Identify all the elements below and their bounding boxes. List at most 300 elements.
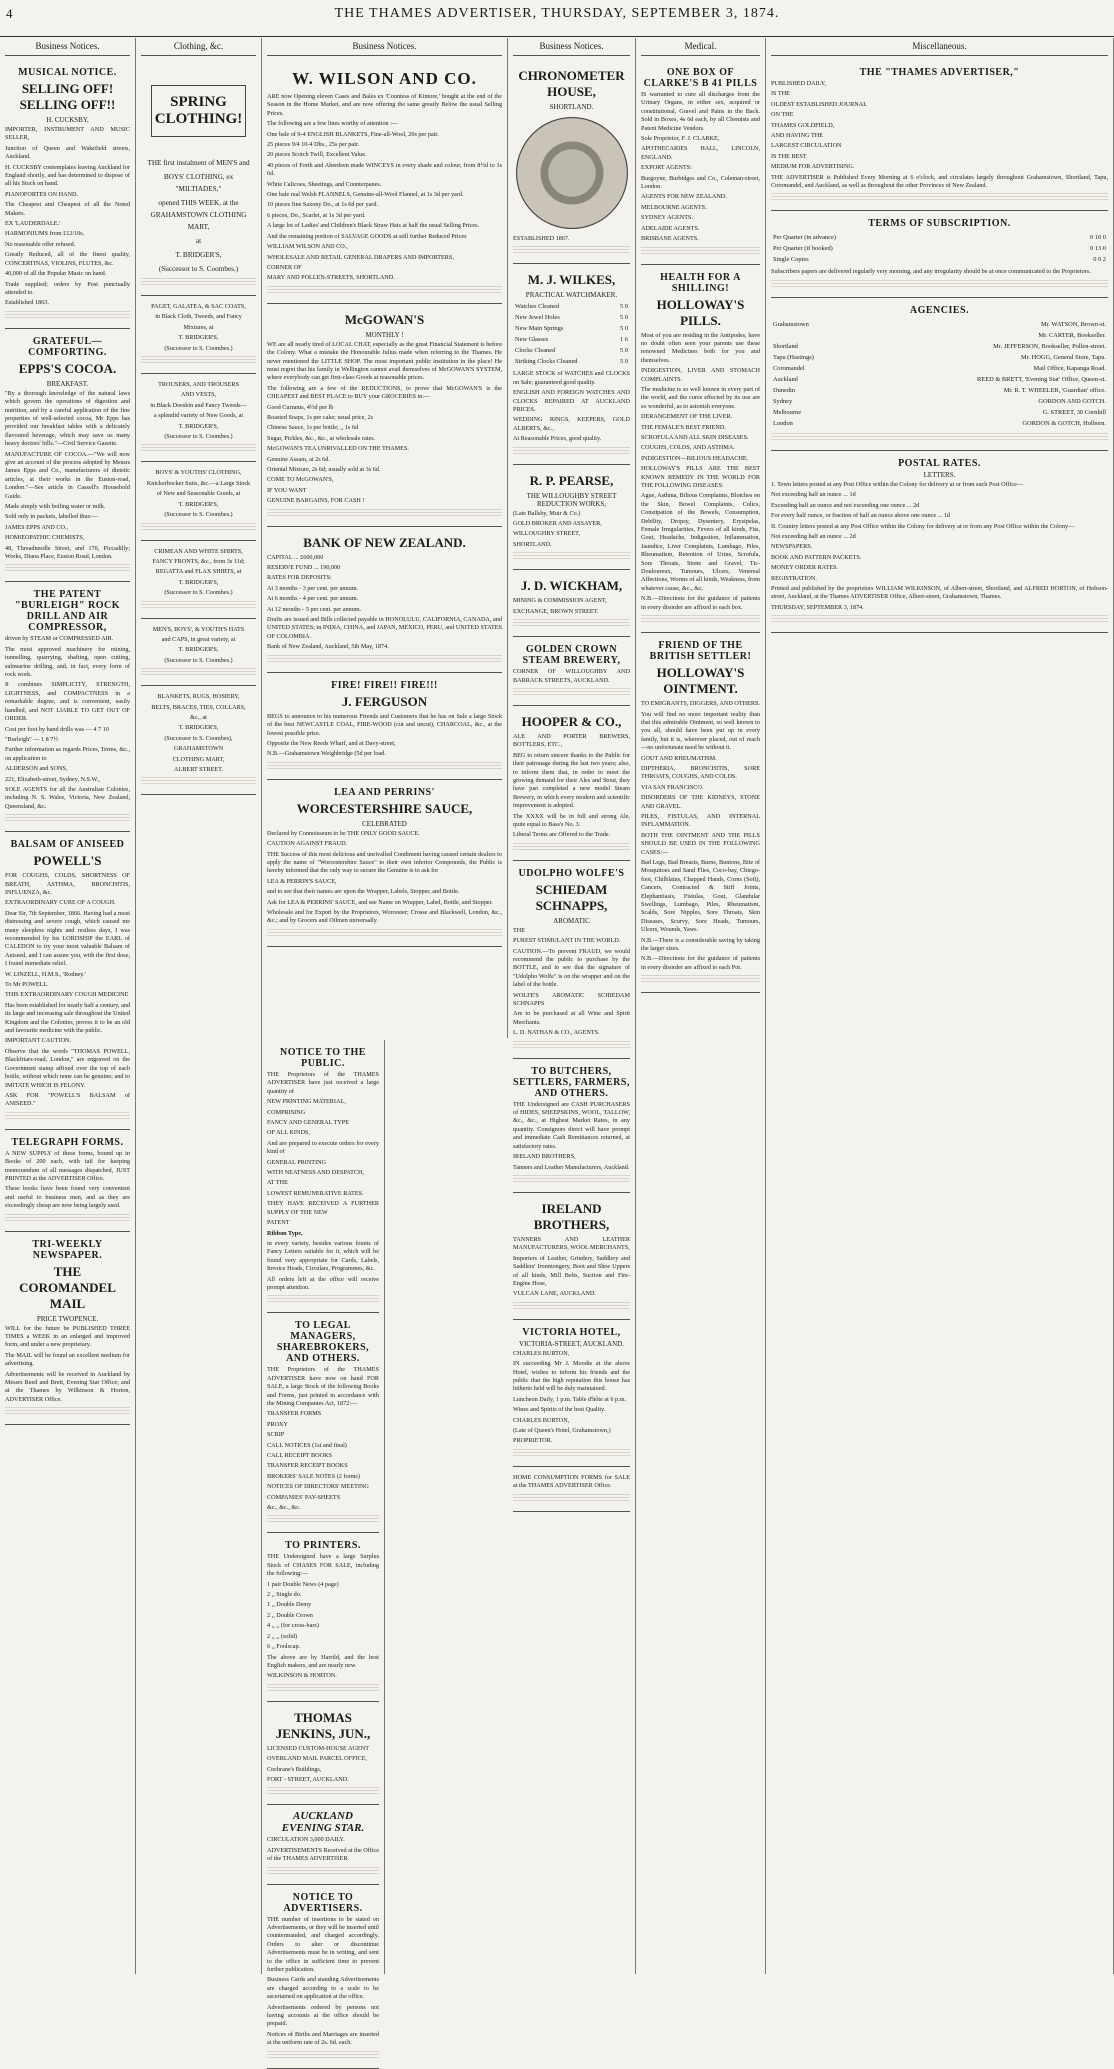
- advertisement: [513, 570, 630, 637]
- ad-text-line: 20 pieces Scotch Twill, Excellent Value.: [267, 151, 367, 159]
- ad-heading: HEALTH FOR A SHILLING!: [660, 271, 741, 294]
- ad-text-line: EX 'LAUDERDALE.': [5, 220, 61, 228]
- body-text-filler: [513, 1449, 630, 1457]
- advertisement: [267, 527, 502, 673]
- ad-text-line: SOLE AGENTS for all the Australian Colonies, including N. S. Wales, Victoria, New Zealand, Queensland, &c.: [5, 785, 130, 810]
- ad-headline: HOLLOWAY'S OINTMENT.: [656, 665, 745, 697]
- advertisement: [267, 60, 502, 304]
- ad-text-line: PUBLISHED DAILY,: [771, 80, 826, 87]
- ad-text-line: The Cheapest and Cheapest of all the Noted Makers.: [5, 201, 130, 217]
- body-text-filler: [771, 433, 1108, 441]
- ad-text-line: Observe that the words "THOMAS POWELL, Blackfriars-road, London," are engraved on the Government stamp affixed over the top of each bottle, without which none can be genuine; and to IMITATE WHICH IS FELONY.: [5, 1047, 130, 1089]
- ad-text-line: FOR COUGHS, COLDS, SHORTNESS OF BREATH, ASTHMA, BRONCHITIS, INFLUENZA, &c.: [5, 872, 130, 896]
- ad-text-line: THE Proprietors of the THAMES ADVERTISER have now on hand FOR SALE, a large Stock of the following Books and Forms, just printed in accordance with the Mining Companies Act, 1872:—: [267, 1366, 379, 1407]
- ad-text-line: PUREST STIMULANT IN THE WORLD.: [513, 937, 621, 945]
- body-text-filler: [141, 444, 256, 452]
- ad-headline: THOMAS JENKINS, JUN.,: [275, 1709, 371, 1741]
- ad-text-line: ENGLISH AND FOREIGN WATCHES AND CLOCKS REPAIRED AT AUCKLAND PRICES.: [513, 389, 630, 414]
- ad-text-line: Wines and Spirits of the best Quality.: [513, 1406, 606, 1414]
- advertisement: [267, 304, 502, 527]
- ad-text-line: W. LINZELL, H.M.S., 'Rodney.': [5, 970, 86, 978]
- ad-text-line: BOTH THE OINTMENT AND THE PILLS SHOULD BE USED IN THE FOLLOWING CASES:—: [641, 831, 760, 856]
- ad-text-line: 2 ,, Single do.: [267, 1591, 302, 1599]
- ad-headline: McGOWAN'S: [344, 311, 425, 327]
- price-row: [773, 419, 1106, 428]
- ad-text-line: (Successor to S. Coombes.): [158, 265, 239, 273]
- ad-text-line: CORNER OF: [267, 263, 302, 271]
- ad-text-line: 2 ,, Double Crown: [267, 1611, 313, 1619]
- ad-text-line: GOUT AND RHEUMATISM.: [641, 754, 717, 762]
- price-label: New Glasses: [515, 336, 549, 344]
- ad-text-line: A NEW SUPPLY of these forms, bound up in Books of 200 each, with tail for keeping memorandum of all messages dispatched, JUST PRINTED at the ADVERTISER Office.: [5, 1149, 130, 1182]
- price-value: GORDON & GOTCH, Holborn.: [1022, 419, 1106, 427]
- ad-text-line: HOLLOWAY'S PILLS ARE THE BEST KNOWN REMEDY IN THE WORLD FOR THE FOLLOWING DISEASES:: [641, 465, 760, 489]
- ad-text-line: PATENT: [267, 1219, 290, 1227]
- ad-text-line: TO EMIGRANTS, DIGGERS, AND OTHERS.: [641, 700, 760, 708]
- ad-subheading: THE WILLOUGHBY STREET REDUCTION WORKS,: [526, 491, 617, 508]
- ad-text-line: ESTABLISHED 1867.: [513, 235, 570, 242]
- advertisement: [771, 60, 1108, 211]
- ad-text-line: (Successor to S. Coombes.): [164, 511, 233, 519]
- advertisement: [5, 582, 130, 832]
- advertisement: [267, 1040, 379, 1313]
- ad-text-line: THEY HAVE RECEIVED A FURTHER SUPPLY OF THE NEW: [267, 1200, 379, 1216]
- ad-headline: POWELL'S: [33, 853, 102, 869]
- ad-text-line: BOYS' & YOUTHS' CLOTHING,: [155, 469, 242, 477]
- ad-text-line: Trade supplied; orders by Post punctually attended to.: [5, 280, 130, 296]
- ad-text-line: To Mr POWELL.: [5, 981, 49, 989]
- ad-text-line: WILLOUGHBY STREET,: [513, 530, 581, 538]
- ad-text-line: and CAPS, in great variety, at: [161, 635, 236, 643]
- ad-text-line: LOWEST REMUNERATIVE RATES.: [267, 1189, 364, 1197]
- advertisement: [513, 1467, 630, 1512]
- price-label: Melbourne: [773, 408, 802, 416]
- ad-text-line: WE are all nearly tired of LOCAL CHAT, especially as the great Financial Statement is before the Colony. What a mistake the Honourable Julius made when referring to the Thames. He never mentioned the LITTLE SHOP. The most important public institution in the place! He must regret that his family in Wellington cannot avail themselves of McGOWAN'S SYSTEM, where everybody can get first-class Goods at reasonable prices.: [267, 340, 502, 382]
- ad-text-line: One bale of 9-4 ENGLISH BLANKETS, Fine-all-Wool, 20s per pair.: [267, 130, 439, 138]
- advertisement: [513, 637, 630, 706]
- ad-heading: AGENCIES.: [909, 304, 970, 316]
- ad-headline: J. FERGUSON: [341, 693, 428, 709]
- ad-text-line: Genuine Assam, at 2s 6d.: [267, 455, 330, 463]
- advertisement: [513, 60, 630, 264]
- ad-text-line: PIANOFORTES ON HAND.: [5, 190, 79, 198]
- ad-text-line: T. BRIDGER'S,: [178, 500, 219, 508]
- column-heading: Business Notices.: [267, 38, 502, 56]
- ad-text-line: Junction of Queen and Wakefield streets, Auckland.: [5, 144, 130, 161]
- ad-text-line: EXPORT AGENTS:: [641, 164, 692, 172]
- ad-text-line: 6 pieces, Do., Scarlet, at 1s 3d per yard.: [267, 211, 366, 219]
- ad-text-line: Business Cards and standing Advertisements are charged according to a scale to be ascertained on application at the office.: [267, 1976, 379, 2001]
- advertisement: [771, 451, 1108, 633]
- ad-headline: R. P. PEARSE,: [529, 472, 614, 488]
- ad-headline: WORCESTERSHIRE SAUCE,: [296, 800, 473, 816]
- ad-text-line: HOME CONSUMPTION FORMS for SALE at the THAMES ADVERTISER Office.: [513, 1473, 630, 1490]
- body-text-filler: [141, 278, 256, 286]
- body-text-filler: [141, 523, 256, 531]
- advertisement: [267, 1533, 379, 1701]
- ad-heading: TO PRINTERS.: [285, 1540, 361, 1552]
- price-value: 1 6: [620, 336, 628, 344]
- ad-text-line: McGOWAN'S TEA UNRIVALLED ON THE THAMES.: [267, 445, 409, 453]
- advertisement: [267, 673, 502, 780]
- ad-text-line: N.B.—Grahamstown Weighbridge (5d per load.: [267, 750, 386, 758]
- ad-text-line: THAMES GOLDFIELD,: [771, 121, 835, 129]
- ad-text-line: Printed and published by the proprietors WILLIAM WILKINSON, of Albert-street, Shortland, and ALFRED HORTON, of Hobson-street, Auckland, at the Thames ADVERTISER Office, Albert-street, Grahamstown, Thames.: [771, 584, 1108, 601]
- price-value: GORDON AND GOTCH.: [1038, 397, 1106, 405]
- ad-subheading: AROMATIC: [553, 916, 590, 925]
- advertisement: [513, 706, 630, 861]
- ad-text-line: ARE now Opening eleven Cases and Bales ex 'Countess of Kintore,' bought at the end of the Season in the Home Market, and are now offering the same greatly Below the usual Selling Prices.: [267, 93, 502, 117]
- ad-text-line: (Successor to S. Coombes),: [164, 734, 233, 742]
- ad-headline: EPPS'S COCOA.: [18, 360, 117, 376]
- price-table: [771, 231, 1108, 266]
- ad-text-line: DISORDERS OF THE KIDNEYS, STONE AND GRAVEL.: [641, 794, 760, 810]
- ad-text-line: The above are by Harrild, and the best English makers, and are nearly new.: [267, 1653, 379, 1669]
- price-row: [773, 375, 1106, 384]
- body-text-filler: [141, 777, 256, 785]
- ad-text-line: Importers of Leather, Grindery, Saddlery and Saddlers' Ironmongery, Boot and Shoe Uppers of all kinds, Mill Belts, Suction and Fire-Engine Hose,: [513, 1254, 630, 1287]
- ad-heading: FIRE! FIRE!! FIRE!!!: [331, 679, 438, 691]
- ad-text-line: AND HAVING THE: [771, 132, 824, 140]
- column-heading: Miscellaneous.: [771, 38, 1108, 56]
- ad-text-line: ON THE: [771, 111, 794, 119]
- ad-text-line: BOOK AND PATTERN PACKETS.: [771, 553, 862, 561]
- ad-text-line: COME TO McGOWAN'S,: [267, 476, 334, 484]
- ad-text-line: 6 ,, Foolscap.: [267, 1643, 301, 1651]
- price-table: [771, 318, 1108, 430]
- ad-text-line: and to see that their names are upon the Wrapper, Labels, Stopper, and Bottle.: [267, 888, 460, 896]
- ad-text-line: TRANSFER FORMS: [267, 1410, 322, 1418]
- ad-text-line: MANUFACTURE OF COCOA.—"We will now give an account of the process adopted by Messrs James Epps and Co., manufacturers of dietetic articles, at their works in the Euston-road, London."—See article in Cassell's Household Guide.: [5, 450, 130, 500]
- ad-text-line: Oriental Mixture, 2s 6d; usually sold at 3s 6d.: [267, 466, 381, 473]
- price-value: Mr. R. T. WHEELER, 'Guardian' office.: [1003, 386, 1106, 394]
- ad-text-line: MARY AND POLLEN-STREETS, SHORTLAND.: [267, 274, 395, 282]
- ad-text-line: Chinese Sauce, 1s per bottle; ,, 1s 6d: [267, 424, 359, 432]
- ad-text-line: Advertisements will be received in Auckland by Messrs Reed and Brett, Evening Star Office; and at the Thames by Wilkinson & Horton, ADVERTISER Office.: [5, 1370, 130, 1403]
- ad-text-line: CALL NOTICES (1st and final): [267, 1441, 347, 1449]
- advertisement: [267, 780, 502, 947]
- ad-text-line: Declared by Connoisseurs to be THE ONLY GOOD SAUCE.: [267, 829, 420, 837]
- ad-text-line: MEN'S, BOYS', & YOUTH'S HATS: [152, 625, 245, 633]
- ad-text-line: AND VESTS,: [180, 391, 217, 399]
- ad-text-line: Opposite the New Reeds Wharf, and at Davy-street,: [267, 739, 396, 747]
- price-value: 5 0: [620, 358, 628, 366]
- ad-text-line: 2 ,, ,, (solid): [267, 1632, 298, 1640]
- ad-text-line: RATES FOR DEPOSITS:: [267, 574, 332, 582]
- advertisement: [141, 541, 256, 619]
- body-text-filler: [513, 552, 630, 560]
- ad-text-line: Sole Proprietor, F. J. CLARKE,: [641, 135, 720, 143]
- ad-text-line: At Reasonable Prices, good quality.: [513, 435, 602, 443]
- body-text-filler: [771, 615, 1108, 623]
- ad-text-line: Has been established for nearly half a century, and its large and increasing sale throughout the United Kingdom and the Colonies, proves it to be an old and favourite medicine with the public.: [5, 1001, 130, 1035]
- ad-text-line: MONEY ORDER RATES.: [771, 564, 838, 572]
- body-text-filler: [513, 447, 630, 455]
- ad-text-line: APOTHECARIES HALL, LINCOLN, ENGLAND.: [641, 145, 760, 161]
- ad-text-line: BROKERS' SALE NOTES (2 forms): [267, 1472, 360, 1480]
- ad-heading: BALSAM OF ANISEED: [10, 839, 125, 851]
- ad-text-line: (Successor to S. Coombes.): [164, 589, 233, 597]
- ad-text-line: 1 ,, Double Demy: [267, 1601, 312, 1609]
- ad-text-line: And are prepared to execute orders for every kind of: [267, 1139, 379, 1156]
- ad-text-line: EXCHANGE, BROWN STREET.: [513, 607, 599, 615]
- column-1: [136, 38, 262, 1974]
- ad-text-line: BLANKETS, RUGS, HOSIERY,: [157, 693, 240, 701]
- ad-text-line: T. BRIDGER'S,: [178, 646, 219, 654]
- ad-text-line: WILLIAM WILSON AND CO.,: [267, 243, 348, 251]
- ad-text-line: a splendid variety of New Goods, at: [153, 412, 244, 420]
- page-number: 4: [6, 6, 13, 21]
- ad-text-line: WILL for the future be PUBLISHED THREE TIMES a WEEK in an enlarged and improved form, and under a new proprietary.: [5, 1324, 130, 1349]
- advertisement: [141, 296, 256, 374]
- ad-text-line: CAUTION.—To prevent FRAUD, we would recommend the public to purchase by the BOTTLE, and to see that the signature of "Udolpho Wolfe" is on the wrapper and on the label of the bottle.: [513, 947, 630, 989]
- body-text-filler: [513, 688, 630, 696]
- ad-text-line: WHOLESALE AND RETAIL GENERAL DRAPERS AND IMPORTERS,: [267, 253, 454, 261]
- ad-text-line: L. D. NATHAN & CO., AGENTS.: [513, 1029, 600, 1037]
- ad-headline: SCHIEDAM SCHNAPPS,: [535, 881, 608, 913]
- column-heading: Business Notices.: [5, 38, 130, 56]
- ad-text-line: T. BRIDGER'S,: [178, 578, 219, 586]
- ad-text-line: 48, Threadneedle Street, and 170, Piccadilly; Works, Diana Place, Euston Road, London.: [5, 544, 130, 561]
- advertisement: [513, 861, 630, 1059]
- column-heading: Business Notices.: [513, 38, 630, 56]
- price-label: Tapu (Hastings): [773, 353, 814, 361]
- price-label: New Main Springs: [515, 325, 564, 333]
- price-label: Coromandel: [773, 364, 805, 372]
- ad-text-line: driven by STEAM or COMPRESSED AIR.: [5, 635, 114, 643]
- ad-headline: W. WILSON AND CO.: [292, 69, 477, 88]
- ad-text-line: Made simply with boiling water or milk.: [5, 503, 106, 510]
- price-value: Mr. CARTER, Bookseller.: [1038, 331, 1106, 339]
- advertisement: [513, 1320, 630, 1467]
- ad-text-line: THIS EXTRAORDINARY COUGH MEDICINE: [5, 991, 129, 999]
- advertisement: [267, 1885, 379, 2069]
- ad-text-line: N.B.—Directions for the guidance of patients in every disorder are affixed to each Pot.: [641, 955, 760, 971]
- ad-text-line: THE ADVERTISER is Published Every Morning at 6 o'clock, and circulates largely throughout Grahamstown, Shortland, Tapu, Coromandel, and Auckland, as well as throughout the other Provinces of New Zealand.: [771, 173, 1108, 190]
- ad-text-line: SCROFULA AND ALL SKIN DISEASES.: [641, 433, 749, 441]
- ad-text-line: Burgoyne, Burbidges and Co., Coleman-street, London.: [641, 174, 760, 191]
- ad-text-line: 10 pieces fine Saxony Do., at 1s 6d per yard.: [267, 201, 379, 209]
- ad-text-line: No reasonable offer refused.: [5, 240, 76, 248]
- advertisement: [641, 60, 760, 265]
- ad-text-line: N.B.—There is a considerable saving by taking the larger sizes.: [641, 936, 760, 953]
- ad-text-line: Are to be purchased at all Wine and Spirit Merchants.: [513, 1010, 630, 1026]
- ad-text-line: CAPITAL ... £600,000: [267, 553, 324, 561]
- ad-subheading: LETTERS.: [923, 470, 956, 479]
- ad-text-line: CALL RECEIPT BOOKS: [267, 1452, 332, 1459]
- advertisement: [141, 60, 256, 296]
- ad-text-line: FANCY AND GENERAL TYPE: [267, 1119, 349, 1127]
- body-text-filler: [513, 246, 630, 254]
- price-value: 5 0: [620, 347, 628, 355]
- ad-text-line: THURSDAY, SEPTEMBER 3, 1874.: [771, 603, 864, 611]
- ad-subheading: CELEBRATED: [362, 819, 407, 828]
- ad-text-line: IRELAND BROTHERS,: [513, 1153, 576, 1161]
- body-text-filler: [5, 1112, 130, 1120]
- ad-text-line: REGATTA and FLAX SHIRTS, at: [155, 568, 242, 576]
- column-heading: Clothing, &c.: [141, 38, 256, 56]
- ad-text-line: T. BRIDGER'S,: [178, 724, 219, 732]
- ad-text-line: Ribbon Type,: [267, 1229, 303, 1237]
- ad-text-line: BEGS to announce to his numerous Friends and Customers that he has on Sale a large Stock of the best NEWCASTLE COAL, FIRE-WOOD (cut and uncut), CHARCOAL, &c., at the lowest possible price.: [267, 712, 502, 737]
- ad-text-line: PROXY: [267, 1420, 288, 1428]
- price-label: Auckland: [773, 375, 798, 383]
- ad-heading: FRIEND OF THE BRITISH SETTLER!: [649, 640, 752, 663]
- ad-text-line: White Calicoes, Sheetings, and Counterpanes.: [267, 180, 382, 188]
- ad-heading: LEA AND PERRINS': [334, 786, 435, 798]
- ad-text-line: WOLFE'S AROMATIC SCHIEDAM SCHNAPPS: [513, 991, 630, 1008]
- ad-text-line: Liberal Terms are Offered to the Trade.: [513, 831, 611, 839]
- ad-text-line: It combines SIMPLICITY, STRENGTH, LIGHTNESS, and COMPACTNESS in a remarkable degree, and is convenient, easily handled, and NOT LIABLE TO GET OUT OF ORDER.: [5, 681, 130, 723]
- body-text-filler: [5, 564, 130, 572]
- ad-text-line: COMPRISING: [267, 1108, 306, 1116]
- ad-text-line: INDIGESTION, LIVER AND STOMACH COMPLAINTS.: [641, 367, 760, 383]
- price-row: [515, 346, 628, 355]
- price-label: [773, 331, 853, 340]
- ad-text-line: At 12 months - 5 per cent. per annum.: [267, 605, 362, 613]
- advertisement: [641, 265, 760, 634]
- body-text-filler: [5, 1407, 130, 1415]
- ad-text-line: (Late Ballsby, Muir & Co.): [513, 509, 581, 517]
- ad-text-line: JAMES EPPS AND CO.,: [5, 523, 69, 531]
- ad-text-line: DERANGEMENT OF THE LIVER.: [641, 413, 733, 421]
- ad-heading: GOLDEN CROWN STEAM BREWERY,: [522, 644, 621, 667]
- body-text-filler: [267, 2051, 379, 2059]
- ad-headline: J. D. WICKHAM,: [520, 578, 623, 594]
- ad-text-line: GENERAL PRINTING: [267, 1158, 327, 1166]
- ad-text-line: At 6 months - 4 per cent. per annum.: [267, 595, 359, 603]
- ad-text-line: GRAHAMSTOWN: [173, 745, 224, 753]
- price-row: [773, 353, 1106, 362]
- ad-subheading: VICTORIA-STREET, AUCKLAND.: [519, 1339, 624, 1348]
- ad-text-line: THE Proprietors of the THAMES ADVERTISER have just received a large quantity of: [267, 1071, 379, 1095]
- ad-text-line: OF ALL KINDS,: [267, 1129, 310, 1137]
- price-label: Striking Clocks Cleaned: [515, 358, 578, 366]
- ad-text-line: RESERVE FUND ... 190,000: [267, 564, 341, 572]
- advertisement: [5, 832, 130, 1130]
- ad-text-line: SCRIP: [267, 1431, 285, 1439]
- ad-text-line: Not exceeding half an ounce ... 2d: [771, 532, 856, 540]
- ad-text-line: opened THIS WEEK, at the GRAHAMSTOWN CLOTHING MART,: [150, 199, 247, 231]
- column-5: [636, 38, 766, 1974]
- ad-text-line: MINING & COMMISSION AGENT,: [513, 597, 607, 605]
- ad-text-line: THE Undersigned have a large Surplus Stock of CHASES FOR SALE, including the following:—: [267, 1553, 379, 1578]
- ad-text-line: Further information as regards Prices, Terms, &c., on application to: [5, 746, 130, 762]
- ad-text-line: LICENSED CUSTOM-HOUSE AGENT: [267, 1744, 369, 1752]
- body-text-filler: [267, 1867, 379, 1875]
- price-label: Watches Cleaned: [515, 303, 560, 311]
- ad-text-line: MEDIUM FOR ADVERTISING.: [771, 163, 855, 171]
- ad-headline: HOOPER & CO.,: [521, 713, 622, 729]
- ad-text-line: &c., at: [190, 713, 207, 721]
- body-text-filler: [267, 655, 502, 663]
- ad-text-line: The following are a few of the REDUCTIONS, to prove that McGOWAN'S is the CHEAPEST and BEST PLACE to BUY your GROCERIES in:—: [267, 384, 502, 401]
- price-row: [773, 342, 1106, 351]
- ad-text-line: TRANSFER RECEIPT BOOKS: [267, 1462, 348, 1470]
- ad-subheading: SHORTLAND.: [549, 103, 594, 111]
- column-3: [262, 1040, 385, 2047]
- ad-text-line: DIPTHERIA, BRONCHITIS, SORE THROATS, COUGHS, AND COLDS.: [641, 764, 760, 781]
- ad-text-line: The most approved machinery for mining, tunnelling, quarrying, shafting, open cutting, submarine drilling, and, in fact, every form of rock work.: [5, 645, 130, 679]
- ad-text-line: Knickerbocker Suits, &c.—a Large Stock: [146, 479, 251, 487]
- body-text-filler: [267, 1515, 379, 1523]
- ad-heading: TELEGRAPH FORMS.: [11, 1136, 124, 1148]
- price-row: [773, 331, 1106, 340]
- ad-text-line: WILKINSON & HORTON.: [267, 1672, 337, 1680]
- price-value: 0 10 0: [1090, 234, 1106, 242]
- ad-headline: CHRONOMETER HOUSE,: [518, 68, 625, 99]
- ad-text-line: (Successor to S. Coombes.): [164, 433, 233, 441]
- body-text-filler: [513, 843, 630, 851]
- price-row: [773, 386, 1106, 395]
- ad-text-line: (Successor to S. Coombes.): [164, 656, 233, 664]
- ad-text-line: in Black Cloth, Tweeds, and Fancy: [155, 313, 242, 321]
- ad-subheading: PRACTICAL WATCHMAKER.: [525, 291, 618, 300]
- ad-text-line: H. CUCKSBY contemplates leaving Auckland for England shortly, and has determined to dispose of all his Stock on hand.: [5, 163, 130, 188]
- ad-text-line: THE: [513, 926, 526, 934]
- price-value: 5 0: [620, 325, 628, 333]
- masthead: [0, 0, 1114, 37]
- ad-text-line: HARMONIUMS from £12/10s.: [5, 230, 85, 238]
- ad-text-line: in every variety, besides various founts of Fancy Letters suitable for it, which will be found very appropriate for Cards, Labels, Invoice Heads, Circulars, Programmes, &c.: [267, 1239, 379, 1273]
- body-text-filler: [513, 1175, 630, 1183]
- price-row: [773, 408, 1106, 417]
- price-row: [515, 313, 628, 322]
- ad-subheading: H. CUCKSBY,: [46, 116, 89, 124]
- ad-text-line: Luncheon Daily, 1 p.m. Table d'hôte at 6 p.m.: [513, 1395, 627, 1403]
- body-text-filler: [267, 509, 502, 517]
- ad-text-line: PILES, FISTULAS, AND INTERNAL INFLAMMATION.: [641, 812, 760, 829]
- ad-text-line: INDIGESTION—BILIOUS HEADACHE.: [641, 454, 749, 462]
- body-text-filler: [267, 286, 502, 294]
- ad-text-line: WEDDING RINGS, KEEPERS, GOLD ALBERTS, &c.,: [513, 416, 630, 432]
- ad-headline: IRELAND BROTHERS,: [533, 1200, 610, 1232]
- advertisement: [267, 1702, 379, 1806]
- ad-text-line: Drafts are issued and Bills collected payable in HONOLULU, CALIFORNIA, CANADA, and UNITED STATES; in INDIA, CHINA, and JAPAN, MEXICO, PERU, and UNITED STATES OF COLOMBIA.: [267, 616, 502, 640]
- ad-text-line: ALBERT STREET.: [174, 766, 223, 773]
- price-row: [773, 244, 1106, 253]
- price-row: [773, 255, 1106, 264]
- ad-text-line: VIA SAN FRANCISCO.: [641, 783, 704, 791]
- newspaper-title: THE THAMES ADVERTISER, THURSDAY, SEPTEMBER 3, 1874.: [334, 6, 780, 21]
- advertisement: [513, 1193, 630, 1320]
- ad-text-line: SYDNEY AGENTS.: [641, 214, 694, 222]
- ad-text-line: CLOTHING MART,: [172, 755, 225, 763]
- ad-text-line: The medicine is so well known in every part of the world, and the cures effected by its use are so wonderful, as to astonish everyone.: [641, 385, 760, 410]
- ad-text-line: 25 pieces 9/4 10-4 Dbs., 25s per pair.: [267, 141, 360, 149]
- ad-text-line: Cost per foot by hand drills was — 4 7 10: [5, 725, 109, 733]
- price-table: [513, 300, 630, 368]
- ad-text-line: MELBOURNE AGENTS.: [641, 203, 707, 211]
- ad-text-line: THE FEMALE'S BEST FRIEND.: [641, 423, 726, 431]
- advertisement: [5, 1130, 130, 1232]
- advertisement: [513, 1059, 630, 1193]
- body-text-filler: [771, 193, 1108, 201]
- price-row: [515, 357, 628, 366]
- ad-headline: HOLLOWAY'S PILLS.: [656, 296, 745, 328]
- price-value: G. STREET, 30 Cornhill: [1042, 408, 1106, 416]
- ad-text-line: FORT - STREET, AUCKLAND.: [267, 1775, 349, 1783]
- price-label: Per Quarter (in advance): [773, 234, 836, 242]
- column-heading: Medical.: [641, 38, 760, 56]
- ad-heading: VICTORIA HOTEL,: [522, 1326, 621, 1338]
- column-4: [508, 38, 636, 1974]
- ad-heading: TO LEGAL MANAGERS, SHAREBROKERS, AND OTHERS.: [276, 1320, 370, 1365]
- price-row: [515, 335, 628, 344]
- ad-text-line: N.B.—Directions for the guidance of patients in every disorder are affixed to each box.: [641, 595, 760, 611]
- ad-text-line: Good Currants, 4½d per lb: [267, 403, 334, 411]
- price-row: [773, 397, 1106, 406]
